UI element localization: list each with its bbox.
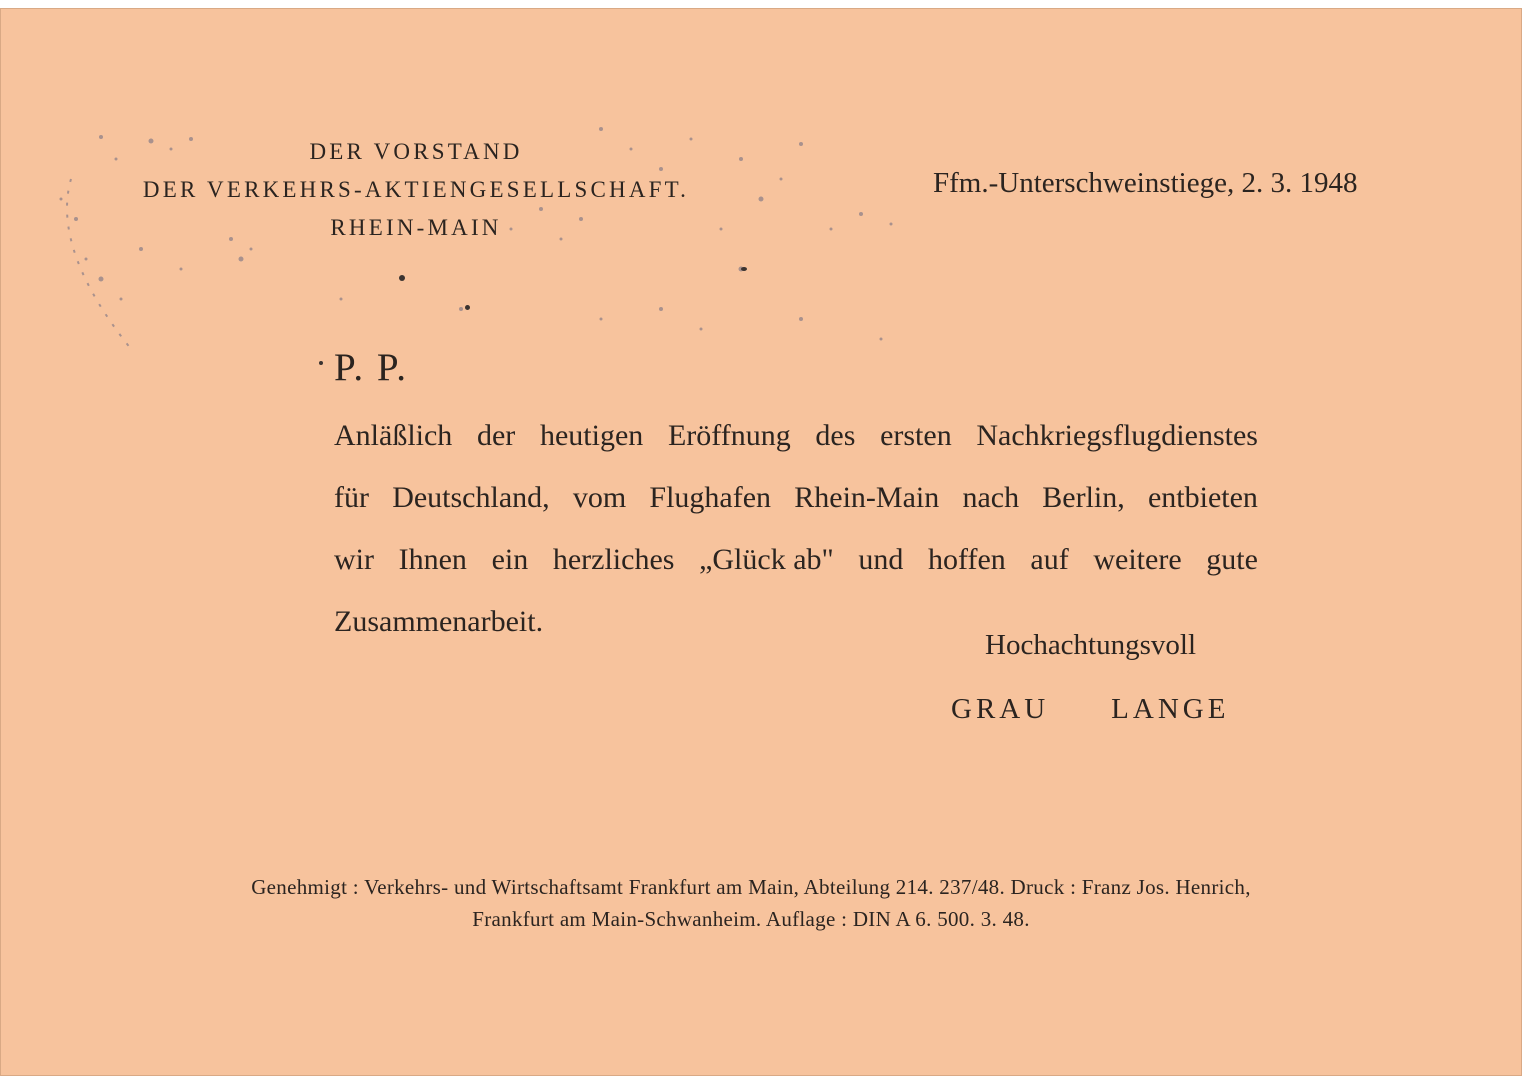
closing-phrase: Hochachtungsvoll — [985, 629, 1197, 661]
sender-line-1: DER VORSTAND — [309, 139, 523, 164]
place-and-date: Ffm.-Unterschweinstiege, 2. 3. 1948 — [933, 167, 1358, 199]
word: entbieten — [1147, 481, 1258, 514]
salutation: P. P. — [334, 346, 408, 389]
word: herzliches — [552, 543, 675, 576]
signature-lange: LANGE — [1111, 693, 1230, 725]
word: vom — [572, 481, 627, 514]
word: der — [476, 419, 516, 452]
word: Ihnen — [398, 543, 467, 576]
imprint-line-2: Frankfurt am Main-Schwanheim. Auflage : DIN A 6. 500. 3. 48. — [472, 907, 1030, 931]
word: Anläßlich — [334, 419, 453, 452]
sender-heading — [71, 133, 761, 247]
word: Eröffnung — [667, 419, 791, 452]
word: des — [815, 419, 856, 452]
body-line-4: Zusammenarbeit. — [334, 605, 544, 638]
postcard — [0, 8, 1522, 1076]
word: Nachkriegsflugdienstes — [976, 419, 1258, 452]
signatures — [951, 693, 1229, 726]
word: Rhein-Main — [794, 481, 940, 514]
word: „Glück ab" — [699, 543, 834, 576]
word: Deutschland, — [392, 481, 550, 514]
ink-speck — [465, 305, 470, 310]
word: gute — [1206, 543, 1258, 576]
signature-grau: GRAU — [951, 693, 1050, 725]
print-imprint — [61, 871, 1441, 935]
word: wir — [334, 543, 374, 576]
imprint-line-1: Genehmigt : Verkehrs- und Wirtschaftsamt Frankfurt am Main, Abteilung 214. 237/48. Druck : Franz Jos. Henrich, — [251, 875, 1251, 899]
sender-line-3: RHEIN-MAIN — [330, 215, 502, 240]
word: hoffen — [928, 543, 1006, 576]
word: für — [334, 481, 369, 514]
word: Flughafen — [649, 481, 772, 514]
word: weitere — [1093, 543, 1182, 576]
sender-line-2: DER VERKEHRS-AKTIENGESELLSCHAFT. — [142, 177, 690, 202]
word: ein — [491, 543, 529, 576]
message-body — [334, 411, 1258, 659]
word: Berlin, — [1042, 481, 1125, 514]
body-line-1 — [334, 411, 1258, 473]
word: und — [858, 543, 904, 576]
body-line-3 — [334, 535, 1258, 597]
word: ersten — [880, 419, 952, 452]
ink-speck — [399, 275, 405, 281]
word: nach — [962, 481, 1020, 514]
word: heutigen — [539, 419, 644, 452]
ink-speck — [319, 361, 323, 365]
body-line-2 — [334, 473, 1258, 535]
ink-speck — [741, 267, 747, 271]
word: auf — [1030, 543, 1069, 576]
